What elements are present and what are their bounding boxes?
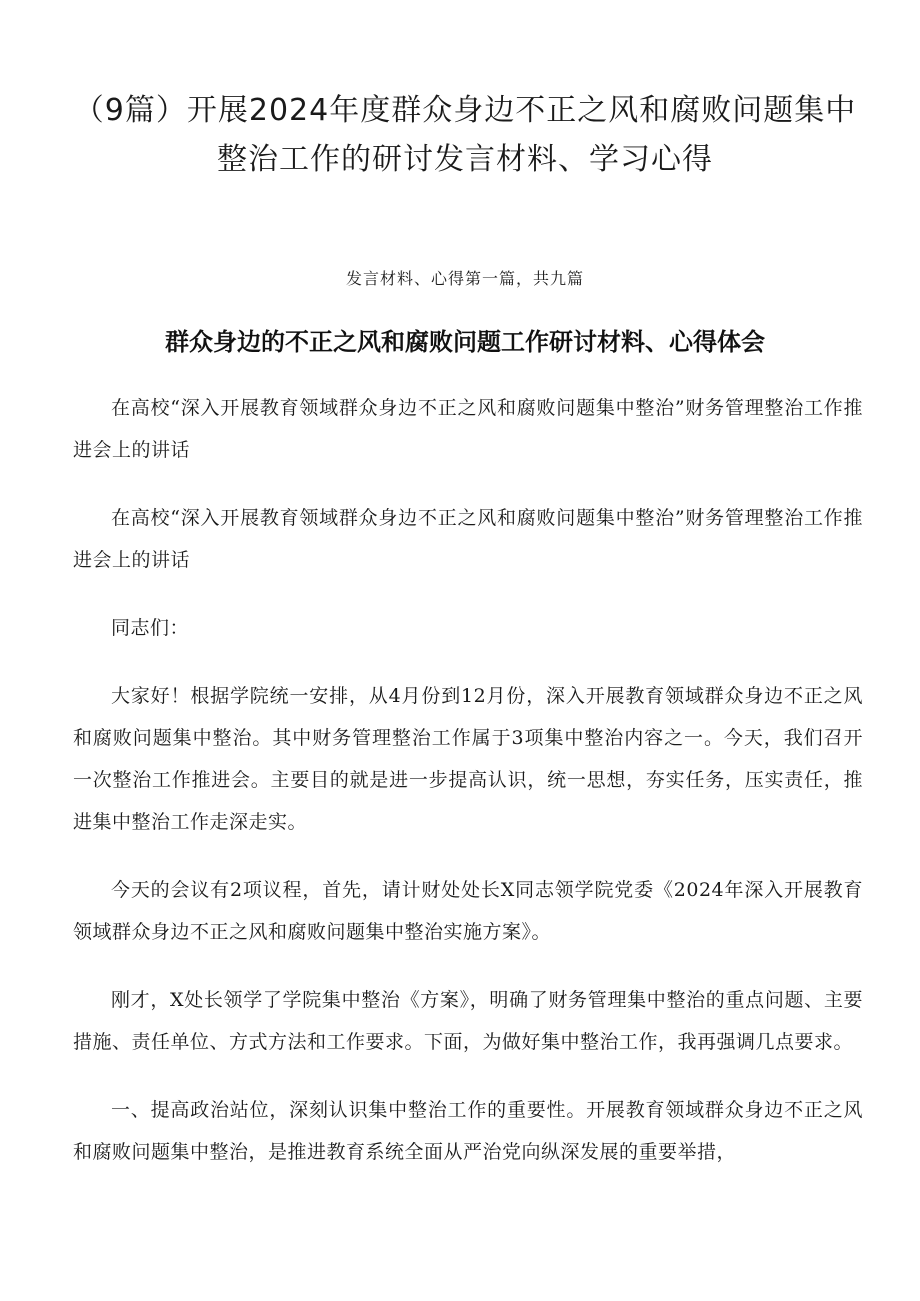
paragraph-requirements-intro: 刚才，X处长领学了学院集中整治《方案》，明确了财务管理集中整治的重点问题、主要措施、责任单位、方式方法和工作要求。下面，为做好集中整治工作，我再强调几点要求。	[73, 989, 863, 1053]
document-title: （9篇）开展2024年度群众身边不正之风和腐败问题集中整治工作的研讨发言材料、学习心得	[73, 93, 857, 177]
paragraph-salutation: 同志们：	[111, 617, 190, 639]
paragraph-speech-heading-1: 在高校“深入开展教育领域群众身边不正之风和腐败问题集中整治”财务管理整治工作推进会上的讲话	[73, 397, 863, 461]
document-body	[73, 387, 863, 1199]
paragraph-point-one: 一、提高政治站位，深刻认识集中整治工作的重要性。开展教育领域群众身边不正之风和腐败问题集中整治，是推进教育系统全面从严治党向纵深发展的重要举措，	[73, 1099, 863, 1163]
paragraph-speech-heading-2: 在高校“深入开展教育领域群众身边不正之风和腐败问题集中整治”财务管理整治工作推进会上的讲话	[73, 507, 863, 571]
section-subtitle: 群众身边的不正之风和腐败问题工作研讨材料、心得体会	[165, 328, 765, 356]
paragraph-agenda: 今天的会议有2项议程，首先，请计财处处长X同志领学院党委《2024年深入开展教育领域群众身边不正之风和腐败问题集中整治实施方案》。	[73, 879, 863, 943]
paragraph-opening: 大家好！根据学院统一安排，从4月份到12月份，深入开展教育领域群众身边不正之风和腐败问题集中整治。其中财务管理整治工作属于3项集中整治内容之一。今天，我们召开一次整治工作推进会。主要目的就是进一步提高认识，统一思想，夯实任务，压实责任，推进集中整治工作走深走实。	[73, 685, 863, 833]
section-label: 发言材料、心得第一篇，共九篇	[345, 269, 584, 288]
